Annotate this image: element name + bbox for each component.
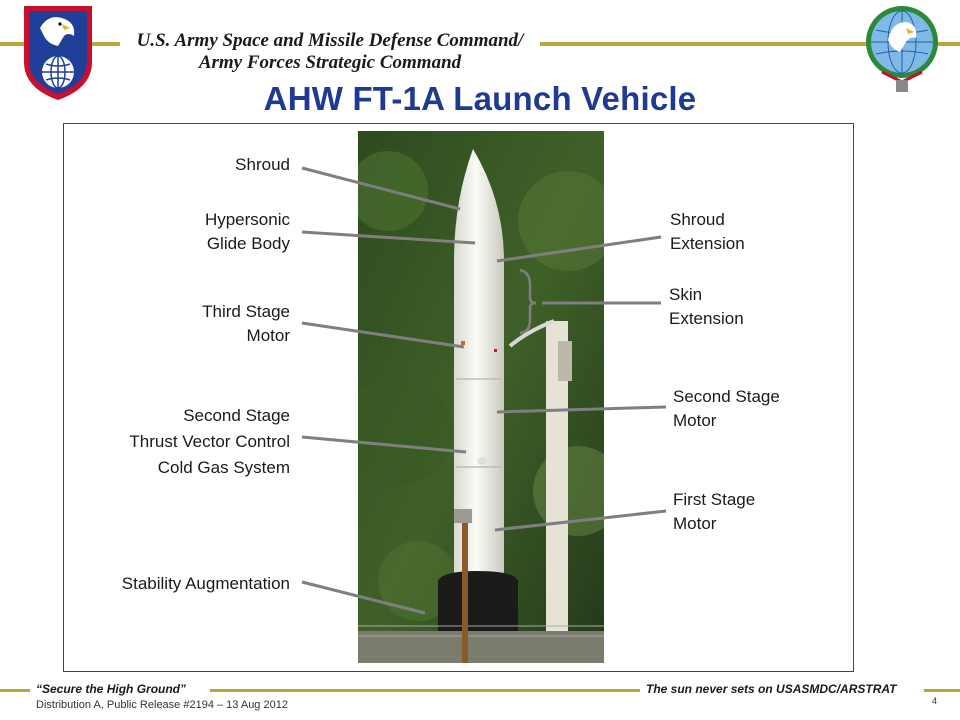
footer-rule-left (0, 689, 30, 692)
header-org-line2: Army Forces Strategic Command (198, 52, 462, 73)
footer-rule-middle (210, 689, 640, 692)
label-skin-extension: Skin Extension (669, 285, 744, 328)
label-second-stage-motor: Second Stage Motor (673, 387, 780, 430)
label-shroud: Shroud (235, 155, 290, 174)
label-first-stage-motor: First Stage Motor (673, 490, 756, 533)
footer-motto: “Secure the High Ground” (36, 682, 187, 696)
header-org-line1: U.S. Army Space and Missile Defense Command/ (136, 30, 524, 51)
label-hypersonic-glide-body: Hypersonic Glide Body (204, 210, 290, 253)
page-number: 4 (932, 696, 938, 706)
header-organization (120, 30, 540, 74)
footer-rule-right (924, 689, 960, 692)
page-title: AHW FT-1A Launch Vehicle (263, 80, 697, 117)
label-shroud-extension: Shroud Extension (670, 210, 745, 253)
distribution-statement: Distribution A, Public Release #2194 – 13 Aug 2012 (36, 699, 288, 711)
label-second-stage-tvc: Second Stage Thrust Vector Control Cold Gas System (129, 406, 290, 477)
label-stability-augmentation: Stability Augmentation (121, 574, 290, 593)
label-third-stage-motor: Third Stage Motor (202, 302, 290, 345)
launch-vehicle-photo (358, 131, 604, 663)
footer-tagline: The sun never sets on USASMDC/ARSTRAT (646, 682, 897, 696)
